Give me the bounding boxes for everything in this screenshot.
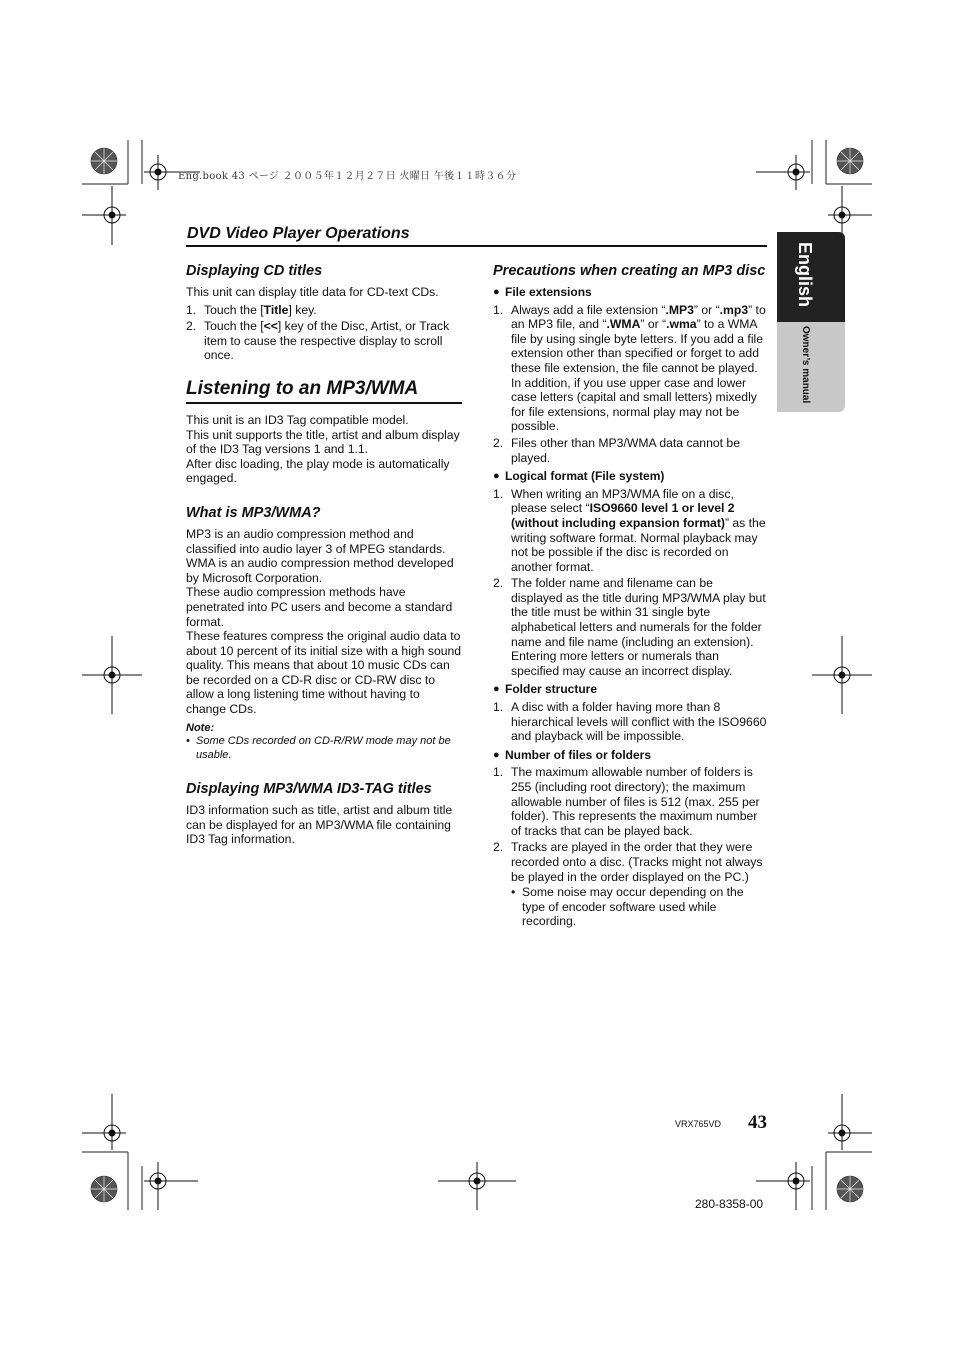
step-number: 1. xyxy=(493,486,504,501)
logical-format-list xyxy=(493,487,767,679)
list-item xyxy=(493,840,767,929)
section-title: DVD Video Player Operations xyxy=(187,225,410,242)
list-item xyxy=(493,576,767,678)
bullet-icon: • xyxy=(511,885,516,900)
item-text: ” to an MP3 file, and “ xyxy=(511,302,766,332)
step-number: 1. xyxy=(493,302,504,317)
subhead-text: Folder structure xyxy=(505,682,598,697)
listening-para: After disc loading, the play mode is automatically engaged. xyxy=(186,456,450,486)
title-key-label: Title xyxy=(263,302,289,317)
noise-bullet xyxy=(511,885,767,929)
subhead-text: File extensions xyxy=(505,285,592,299)
left-column xyxy=(186,262,462,847)
cd-titles-heading: Displaying CD titles xyxy=(186,263,323,279)
section-rule xyxy=(186,245,767,247)
ext-label: .MP3 xyxy=(665,302,694,317)
item-text: When writing an MP3/WMA file on a disc, please select “ xyxy=(511,486,734,516)
side-tab-language: English xyxy=(795,242,815,308)
list-item xyxy=(186,303,462,318)
step-number: 1. xyxy=(186,302,197,317)
list-item xyxy=(186,319,462,363)
ext-label: .wma xyxy=(666,317,697,332)
step-number: 2. xyxy=(493,840,504,855)
precautions-heading: Precautions when creating an MP3 disc xyxy=(493,263,766,279)
item-text: The folder name and filename can be displayed as the title during MP3/WMA play but the title must be within 31 single byte alphabetical letters and numerals for the folder name and file name (including an extension). Entering more letters or numerals than specified may cause an incorrect display. xyxy=(511,576,766,678)
cd-titles-intro: This unit can display title data for CD-text CDs. xyxy=(186,285,439,299)
number-of-files-list xyxy=(493,765,767,929)
note-text: Some CDs recorded on CD-R/RW mode may not be usable. xyxy=(196,735,451,761)
bullet-icon: ● xyxy=(493,683,500,696)
listening-para: This unit supports the title, artist and album display of the ID3 Tag versions 1 and 1.1. xyxy=(186,427,460,457)
list-item xyxy=(493,303,767,434)
file-extensions-subhead xyxy=(493,285,767,300)
item-text: Tracks are played in the order that they were recorded onto a disc. (Tracks might not always be played in the order displayed on the PC.) xyxy=(511,840,763,884)
file-extensions-list xyxy=(493,303,767,466)
ext-label: .mp3 xyxy=(719,302,749,317)
list-item xyxy=(493,765,767,838)
number-of-files-subhead xyxy=(493,748,767,763)
note-label: Note: xyxy=(186,721,215,734)
language-side-tab xyxy=(777,232,845,412)
listening-heading: Listening to an MP3/WMA xyxy=(186,377,462,404)
cd-titles-steps xyxy=(186,303,462,363)
ext-label: .WMA xyxy=(606,317,641,332)
folder-structure-list xyxy=(493,700,767,744)
bullet-icon: • xyxy=(186,735,190,748)
bullet-text: Some noise may occur depending on the type of encoder software used while recording. xyxy=(522,885,744,929)
list-item xyxy=(493,436,767,465)
right-column xyxy=(493,262,767,931)
subhead-text: Number of files or folders xyxy=(505,747,652,762)
step-number: 2. xyxy=(186,319,197,334)
item-text: Files other than MP3/WMA data cannot be played. xyxy=(511,435,740,465)
item-text: ” or “ xyxy=(693,302,720,317)
list-item xyxy=(493,700,767,744)
step-number: 2. xyxy=(493,435,504,450)
id3-text: ID3 information such as title, artist and album title can be displayed for an MP3/WMA file containing ID3 Tag information. xyxy=(186,803,453,847)
note-item xyxy=(186,735,462,762)
print-header: Eng.book 43 ページ ２００５年１２月２７日 火曜日 午後１１時３６分 xyxy=(178,171,517,182)
item-text: The maximum allowable number of folders is 255 (including root directory); the maximum allowable number of files is 512 (max. 255 per folder). This represents the maximum number of tracks that can be played back. xyxy=(511,765,760,838)
bullet-icon: ● xyxy=(493,470,500,483)
step-text: ] key of the Disc, Artist, or Track item to cause the respective display to scroll once. xyxy=(204,319,450,363)
item-text: A disc with a folder having more than 8 hierarchical levels will conflict with the ISO9660 and playback will be impossible. xyxy=(511,700,767,744)
step-number: 1. xyxy=(493,765,504,780)
item-text: Always add a file extension “ xyxy=(511,302,666,317)
logical-format-subhead xyxy=(493,469,767,484)
listening-para: This unit is an ID3 Tag compatible model. xyxy=(186,412,409,427)
folder-structure-subhead xyxy=(493,682,767,697)
id3-heading: Displaying MP3/WMA ID3-TAG titles xyxy=(186,781,432,798)
subhead-text: Logical format (File system) xyxy=(505,469,665,484)
model-number: VRX765VD xyxy=(675,1119,722,1129)
what-is-para: These audio compression methods have penetrated into PC users and become a standard format. xyxy=(186,585,453,629)
step-text: Touch the [ xyxy=(204,302,264,317)
item-text: ” as the writing software format. Normal playback may not be possible if the disc is recorded on another format. xyxy=(511,515,766,574)
page-number: 43 xyxy=(748,1112,767,1133)
step-number: 2. xyxy=(493,576,504,591)
what-is-para: WMA is an audio compression method developed by Microsoft Corporation. xyxy=(186,556,454,585)
part-number: 280-8358-00 xyxy=(695,1197,764,1211)
item-text: ” to a WMA file by using single byte letters. If you add a file extension other than specified or forget to add these file extension, the file cannot be played. In addition, if you use upper case and lower case letters (capital and small letters) mixedly for file extensions, normal play may not be possible. xyxy=(511,317,764,434)
step-text: Touch the [ xyxy=(204,319,264,334)
bullet-icon: ● xyxy=(493,286,500,298)
side-tab-manual: Owner’s manual xyxy=(800,326,811,404)
step-number: 1. xyxy=(493,700,504,715)
item-text: ” or “ xyxy=(640,317,667,332)
step-text: ] key. xyxy=(288,302,317,317)
back-key-label: << xyxy=(263,319,278,334)
bullet-icon: ● xyxy=(493,748,500,761)
list-item xyxy=(493,487,767,575)
what-is-para: MP3 is an audio compression method and classified into audio layer 3 of MPEG standards. xyxy=(186,526,446,556)
what-is-para: These features compress the original audio data to about 10 percent of its initial size with a high sound quality. This means that about 10 music CDs can be recorded on a CD-R disc or CD-RW disc to allow a long listening time without having to change CDs. xyxy=(186,629,462,717)
format-label: ISO9660 level 1 or level 2 (without including expansion format) xyxy=(511,501,735,530)
what-is-heading: What is MP3/WMA? xyxy=(186,504,321,521)
